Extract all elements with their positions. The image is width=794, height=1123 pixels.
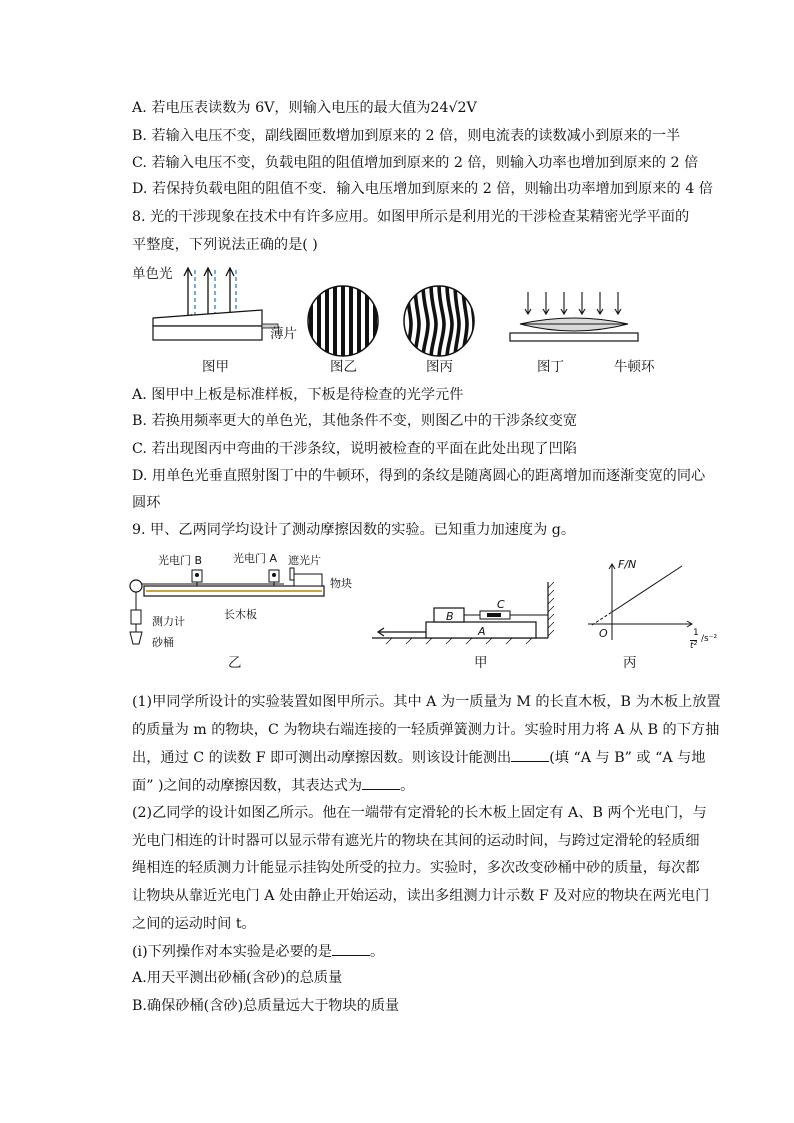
- q9-part1-line4-end: 。: [400, 778, 415, 794]
- axis-f-label: F/N: [618, 558, 637, 571]
- q9-part2-line2: 光电门相连的计时器可以显示带有遮光片的物块在其间的运动时间，与跨过定滑轮的轻质细: [132, 833, 700, 849]
- q7-option-c: C. 若输入电压不变，负载电阻的阻值增加到原来的 2 倍，则输入功率也增加到原来的 2 倍: [132, 155, 699, 171]
- q8-stem-line1: 8. 光的干涉现象在技术中有许多应用。如图甲所示是利用光的干涉检查某精密光学平面的: [132, 209, 690, 225]
- answer-blank-1[interactable]: [511, 747, 549, 762]
- spring-c-label: C: [497, 598, 505, 611]
- figure-jia-wedge: [150, 262, 290, 352]
- figure-yi9-caption: 乙: [228, 655, 242, 671]
- q7-option-b: B. 若输入电压不变，副线圈匝数增加到原来的 2 倍，则电流表的读数减小到原来的一半: [132, 128, 681, 144]
- q8-option-d-line1: D. 用单色光垂直照射图丁中的牛顿环，得到的条纹是随离圆心的距离增加而逐渐变宽的同心: [132, 468, 706, 484]
- q9-part2-line4: 让物块从靠近光电门 A 处由静止开始运动，读出多组测力计示数 F 及对应的物块在两光电门: [132, 888, 710, 904]
- q9-stem: 9. 甲、乙两同学均设计了测动摩擦因数的实验。已知重力加速度为 g。: [132, 522, 576, 538]
- figure-yi-straight-fringes: [306, 284, 380, 358]
- thin-sheet-label: 薄片: [270, 326, 297, 342]
- block-label: 物块: [330, 577, 352, 590]
- photogate-b-label: 光电门 B: [158, 554, 203, 567]
- figure-bing9-caption: 丙: [623, 655, 637, 671]
- figure-jia-friction-setup: [372, 578, 562, 644]
- axis-x-denominator: t²: [690, 641, 698, 651]
- origin-label: O: [599, 627, 608, 640]
- figure-bing-curved-fringes: [402, 284, 476, 358]
- long-board-label: 长木板: [224, 608, 257, 621]
- photogate-a-label: 光电门 A: [233, 552, 278, 565]
- shading-plate-label: 遮光片: [288, 554, 321, 567]
- newton-ring-label: 牛顿环: [614, 359, 655, 375]
- answer-blank-3[interactable]: [332, 941, 370, 956]
- sand-bucket-label: 砂桶: [152, 636, 174, 649]
- q7-option-a: A. 若电压表读数为 6V，则输入电压的最大值为24√2V: [132, 100, 477, 116]
- figure-ding-caption: 图丁: [537, 359, 564, 375]
- q9-sub-i-end: 。: [370, 944, 385, 960]
- figure-yi-caption: 图乙: [330, 359, 357, 375]
- board-a-label: A: [478, 625, 486, 638]
- q8-option-a: A. 图甲中上板是标准样板，下板是待检查的光学元件: [132, 387, 464, 403]
- axis-x-numerator: 1: [693, 628, 699, 638]
- q8-option-b: B. 若换用频率更大的单色光，其他条件不变，则图乙中的干涉条纹变宽: [132, 413, 578, 429]
- monochromatic-light-label: 单色光: [132, 266, 173, 282]
- q9-choice-a: A.用天平测出砂桶(含砂)的总质量: [132, 970, 343, 986]
- q9-part1-line4-text: 面” )之间的动摩擦因数，其表达式为: [132, 778, 363, 794]
- q9-part1-line2: 的质量为 m 的物块，C 为物块右端连接的一轻质弹簧测力计。实验时用力将 A 从 B 的下方抽: [132, 722, 720, 738]
- q8-option-d-line2: 圆环: [132, 495, 161, 511]
- answer-blank-2[interactable]: [362, 775, 400, 790]
- q8-stem-line2: 平整度，下列说法正确的是( ): [132, 237, 318, 253]
- q9-part1-line3-hint: (填 “A 与 B” 或 “A 与地: [549, 750, 706, 766]
- q9-part2-line1: (2)乙同学的设计如图乙所示。他在一端带有定滑轮的长木板上固定有 A、B 两个光电门，与: [132, 805, 707, 821]
- q9-part1-line1: (1)甲同学所设计的实验装置如图甲所示。其中 A 为一质量为 M 的长直木板，B 为木板上放置: [132, 694, 721, 710]
- figure-ding-newton-ring: [508, 290, 640, 346]
- q9-part2-line5: 之间的运动时间 t。: [132, 916, 256, 932]
- figure-jia9-caption: 甲: [474, 655, 488, 671]
- figure-jia-caption: 图甲: [202, 359, 229, 375]
- figure-bing-caption: 图丙: [426, 359, 453, 375]
- q8-option-c: C. 若出现图丙中弯曲的干涉条纹，说明被检查的平面在此处出现了凹陷: [132, 441, 577, 457]
- q9-part2-line3: 绳相连的轻质测力计能显示挂钩处所受的拉力。实验时，多次改变砂桶中砂的质量，每次都: [132, 860, 700, 876]
- axis-x-unit: /s⁻²: [701, 634, 718, 644]
- q9-part1-line3: [132, 747, 705, 768]
- q9-sub-i: [132, 941, 384, 962]
- q9-part1-line4: [132, 775, 414, 796]
- q7-option-d: D. 若保持负载电阻的阻值不变．输入电压增加到原来的 2 倍，则输出功率增加到原来的 4 倍: [132, 181, 713, 197]
- block-b-label: B: [446, 610, 454, 623]
- q9-choice-b: B.确保砂桶(含砂)总质量远大于物块的质量: [132, 998, 400, 1014]
- force-meter-label: 测力计: [152, 615, 185, 628]
- q9-sub-i-text: (i)下列操作对本实验是必要的是: [132, 944, 333, 960]
- q9-part1-line3-text: 出，通过 C 的读数 F 即可测出动摩擦因数。则该设计能测出: [132, 750, 512, 766]
